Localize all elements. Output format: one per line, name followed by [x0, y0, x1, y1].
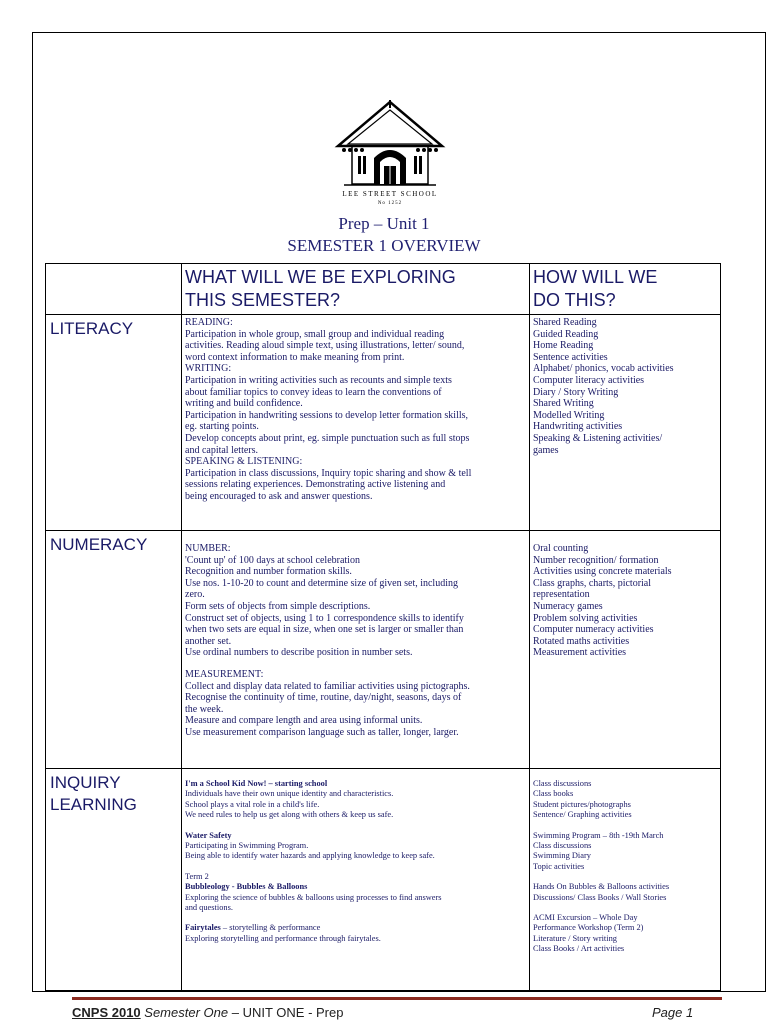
list-item: Problem solving activities [533, 612, 638, 624]
list-item: Diary / Story Writing [533, 386, 619, 398]
list-item: Exploring the science of bubbles & balloons using processes to find answers [185, 892, 442, 902]
header-how-line1: HOW WILL WE [533, 267, 658, 287]
header-explore-cell [182, 264, 530, 315]
list-item: Exploring storytelling and performance through fairytales. [185, 933, 381, 943]
inquiry-row [46, 769, 721, 991]
inquiry-how-list-a [533, 779, 717, 821]
list-item: Class Books / Art activities [533, 944, 625, 954]
list-item: word context information to make meaning from print. [185, 351, 405, 363]
list-item: Collect and display data related to familiar activities using pictographs. [185, 680, 470, 692]
spacer [533, 771, 717, 779]
school-logo [330, 98, 450, 206]
list-item: Swimming Diary [533, 851, 591, 861]
list-item: representation [533, 589, 590, 601]
header-how-cell [530, 264, 721, 315]
school-number: No 1252 [377, 201, 403, 206]
list-item: Guided Reading [533, 328, 599, 340]
list-item: Use ordinal numbers to describe position in number sets. [185, 647, 413, 659]
page-subtitle: SEMESTER 1 OVERVIEW [287, 236, 481, 255]
list-item: games [533, 444, 559, 456]
list-item: Computer literacy activities [533, 374, 645, 386]
list-item: Use nos. 1-10-20 to count and determine size of given set, including [185, 577, 458, 589]
topic-water-safety-list [185, 841, 526, 862]
list-item: Participating in Swimming Program. [185, 841, 309, 851]
list-item: Measure and compare length and area using informal units. [185, 715, 423, 727]
list-item: being encouraged to ask and answer questions. [185, 490, 373, 502]
overview-table [45, 263, 721, 991]
list-item: activities. Reading aloud simple text, using illustrations, letter/ sound, [185, 340, 465, 352]
numeracy-number-list [185, 543, 526, 659]
inquiry-label [46, 769, 182, 991]
list-item: Class graphs, charts, pictorial [533, 577, 652, 589]
list-item: about familiar topics to convey ideas to learn the conventions of [185, 386, 442, 398]
list-item: Use measurement comparison language such as taller, longer, larger. [185, 726, 459, 738]
list-item: Number recognition/ formation [533, 554, 659, 566]
footer-page-number: Page 1 [652, 1005, 694, 1020]
inquiry-how-list-b [533, 831, 717, 873]
list-item: 'Count up' of 100 days at school celebration [185, 554, 360, 566]
list-item: Measurement activities [533, 647, 627, 659]
footer-org: CNPS 2010 [72, 1005, 141, 1020]
literacy-how-cell [530, 315, 721, 531]
list-item: Hands On Bubbles & Balloons activities [533, 882, 670, 892]
list-item: when two sets are equal in size, when one set is larger or smaller than [185, 624, 464, 636]
list-item: Develop concepts about print, eg. simple punctuation such as full stops [185, 432, 470, 444]
list-item: Performance Workshop (Term 2) [533, 923, 644, 933]
inquiry-how-list-d [533, 913, 717, 955]
spacer [533, 872, 717, 882]
list-item: the week. [185, 703, 224, 715]
literacy-how-list [533, 317, 717, 456]
list-item: Shared Writing [533, 398, 594, 410]
list-item: another set. [185, 635, 232, 647]
list-item: Literature / Story writing [533, 933, 617, 943]
list-item: Participation in class discussions, Inquiry topic sharing and show & tell [185, 467, 472, 479]
list-item: Numeracy games [533, 600, 603, 612]
list-item: writing and build confidence. [185, 398, 303, 410]
list-item: ACMI Excursion – Whole Day [533, 913, 638, 923]
school-name: LEE STREET SCHOOL [342, 190, 438, 198]
list-item: Oral counting [533, 543, 589, 554]
list-item: eg. starting points. [185, 421, 259, 433]
list-item: sessions relating experiences. Demonstrating active listening and [185, 479, 446, 491]
list-item: and capital letters. [185, 444, 259, 456]
numeracy-measurement-list [185, 669, 526, 739]
spacer [185, 533, 526, 543]
list-item: Activities using concrete materials [533, 566, 672, 578]
topic-fairytales-title: Fairytales [185, 923, 221, 933]
list-item: Class books [533, 789, 574, 799]
list-item: Alphabet/ phonics, vocab activities [533, 363, 674, 375]
list-item: Modelled Writing [533, 409, 605, 421]
topic-school-kid-title: I'm a School Kid Now! – starting school [185, 779, 328, 788]
list-item: Recognition and number formation skills. [185, 566, 352, 578]
inquiry-label-line2: LEARNING [50, 795, 137, 814]
list-item: Shared Reading [533, 317, 597, 328]
inquiry-how-cell [530, 769, 721, 991]
list-item: NUMBER: [185, 543, 231, 554]
footer-left [72, 1005, 343, 1020]
topic-bubbleology-list [185, 893, 526, 914]
inquiry-explore-cell [182, 769, 530, 991]
numeracy-how-cell [530, 531, 721, 769]
list-item: Sentence/ Graphing activities [533, 810, 632, 820]
header-explore-line1: WHAT WILL WE BE EXPLORING [185, 267, 456, 287]
topic-fairytales-subtitle: – storytelling & performance [220, 923, 321, 933]
list-item: Participation in writing activities such as recounts and simple texts [185, 374, 452, 386]
list-item: We need rules to help us get along with others & keep us safe. [185, 810, 394, 820]
list-item: School plays a vital role in a child's life. [185, 799, 320, 809]
literacy-label [46, 315, 182, 531]
topic-water-safety-title: Water Safety [185, 830, 232, 840]
list-item: Construct set of objects, using 1 to 1 correspondence skills to identify [185, 612, 464, 624]
inquiry-how-list-c [533, 882, 717, 903]
list-item: Participation in handwriting sessions to develop letter formation skills, [185, 409, 469, 421]
list-item: Participation in whole group, small group and individual reading [185, 328, 445, 340]
list-item: Class discussions [533, 779, 592, 788]
spacer [185, 771, 526, 779]
term-label: Term 2 [185, 871, 209, 881]
spacer [533, 821, 717, 831]
numeracy-label-text: NUMERACY [50, 535, 148, 554]
list-item: Individuals have their own unique identity and characteristics. [185, 789, 394, 799]
list-item: Student pictures/photographs [533, 799, 631, 809]
list-item: Home Reading [533, 340, 594, 352]
header-empty-cell [46, 264, 182, 315]
topic-fairytales-title-line [185, 923, 526, 933]
list-item: Discussions/ Class Books / Wall Stories [533, 892, 667, 902]
literacy-row [46, 315, 721, 531]
header-explore-line2: THIS SEMESTER? [185, 290, 341, 310]
list-item: MEASUREMENT: [185, 668, 264, 680]
list-item: Swimming Program – 8th -19th March [533, 830, 664, 840]
numeracy-how-list [533, 543, 717, 659]
list-item: READING: [185, 317, 233, 328]
topic-bubbleology-title: Bubbleology - Bubbles & Balloons [185, 882, 308, 892]
list-item: WRITING: [185, 363, 232, 375]
list-item: Speaking & Listening activities/ [533, 432, 663, 444]
spacer [533, 903, 717, 913]
topic-school-kid-list [185, 789, 526, 820]
list-item: SPEAKING & LISTENING: [185, 456, 303, 468]
list-item: Class discussions [533, 841, 592, 851]
list-item: and questions. [185, 903, 233, 913]
list-item: Computer numeracy activities [533, 624, 654, 636]
list-item: Rotated maths activities [533, 635, 630, 647]
list-item: Recognise the continuity of time, routine, day/night, seasons, days of [185, 692, 462, 704]
literacy-label-text: LITERACY [50, 319, 134, 338]
literacy-explore-cell [182, 315, 530, 531]
header-how-line2: DO THIS? [533, 290, 616, 310]
spacer [185, 659, 526, 669]
spacer [533, 533, 717, 543]
list-item: Handwriting activities [533, 421, 623, 433]
spacer [185, 913, 526, 923]
numeracy-row [46, 531, 721, 769]
footer-unit: – UNIT ONE - Prep [231, 1005, 344, 1020]
spacer [185, 821, 526, 831]
list-item: Being able to identify water hazards and applying knowledge to keep safe. [185, 851, 435, 861]
numeracy-label [46, 531, 182, 769]
list-item: Form sets of objects from simple descriptions. [185, 600, 371, 612]
spacer [185, 862, 526, 872]
inquiry-label-line1: INQUIRY [50, 773, 121, 792]
footer-semester: Semester One [144, 1005, 229, 1020]
list-item: Sentence activities [533, 351, 608, 363]
literacy-explore-list [185, 317, 526, 503]
page-title: Prep – Unit 1 [338, 214, 430, 233]
list-item: Topic activities [533, 861, 585, 871]
table-header-row [46, 264, 721, 315]
numeracy-explore-cell [182, 531, 530, 769]
topic-fairytales-list [185, 934, 526, 944]
footer-rule [72, 997, 722, 1000]
list-item: zero. [185, 589, 205, 601]
